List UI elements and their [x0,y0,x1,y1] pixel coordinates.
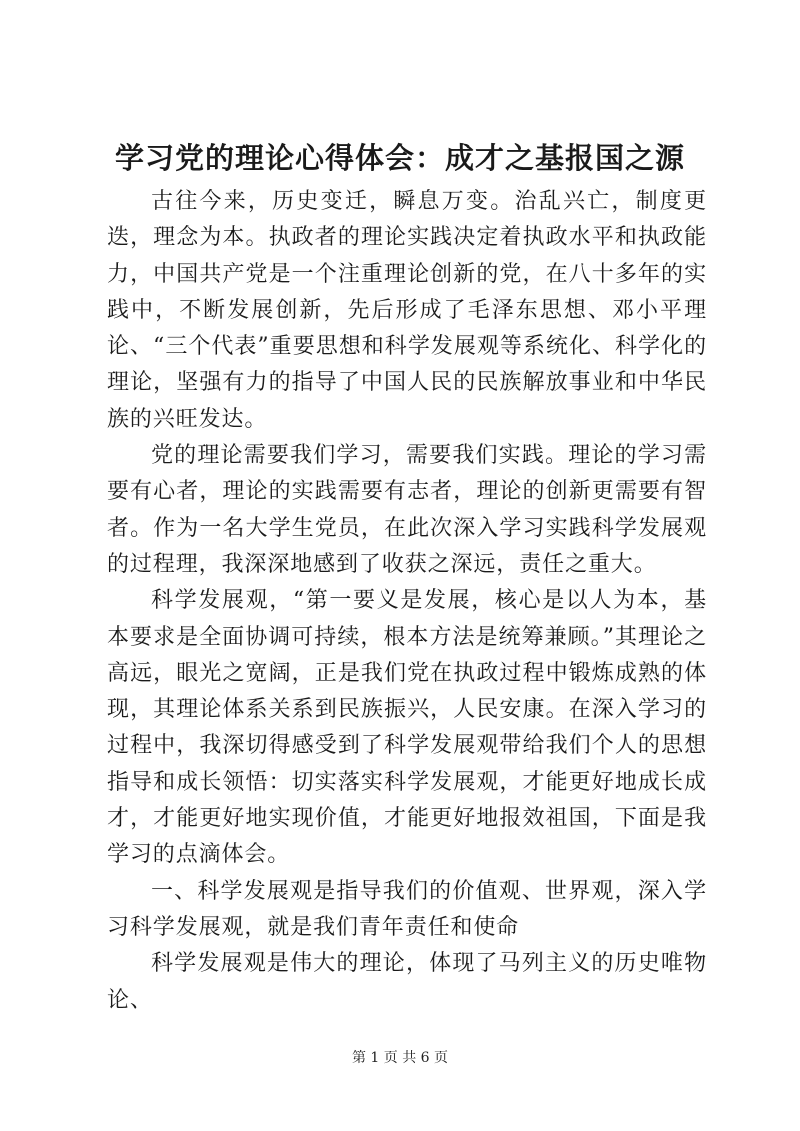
page-number-footer: 第 1 页 共 6 页 [351,1050,449,1066]
section-heading-paragraph: 一、科学发展观是指导我们的价值观、世界观，深入学习科学发展观，就是我们青年责任和使命 [107,878,707,940]
paragraph: 党的理论需要我们学习，需要我们实践。理论的学习需要有心者，理论的实践需要有志者，理论的创新更需要有智者。作为一名大学生党员，在此次深入学习实践科学发展观的过程理，我深深地感到了收获之深远，责任之重大。 [107,443,707,577]
paragraph: 科学发展观，“第一要义是发展，核心是以人为本，基本要求是全面协调可持续，根本方法是统筹兼顾。”其理论之高远，眼光之宽阔，正是我们党在执政过程中锻炼成熟的体现，其理论体系关系到民族振兴，人民安康。在深入学习的过程中，我深切得感受到了科学发展观带给我们个人的思想指导和成长领悟：切实落实科学发展观，才能更好地成长成才，才能更好地实现价值，才能更好地报效祖国，下面是我学习的点滴体会。 [107,588,707,868]
document-title: 学习党的理论心得体会：成才之基报国之源 [114,141,685,175]
paragraph: 科学发展观是伟大的理论，体现了马列主义的历史唯物论、 [107,951,707,1013]
document-body [107,184,707,1019]
paragraph: 古往今来，历史变迁，瞬息万变。治乱兴亡，制度更迭，理念为本。执政者的理论实践决定着执政水平和执政能力，中国共产党是一个注重理论创新的党，在八十多年的实践中，不断发展创新，先后形成了毛泽东思想、邓小平理论、“三个代表”重要思想和科学发展观等系统化、科学化的理论，坚强有力的指导了中国人民的民族解放事业和中华民族的兴旺发达。 [107,189,707,432]
